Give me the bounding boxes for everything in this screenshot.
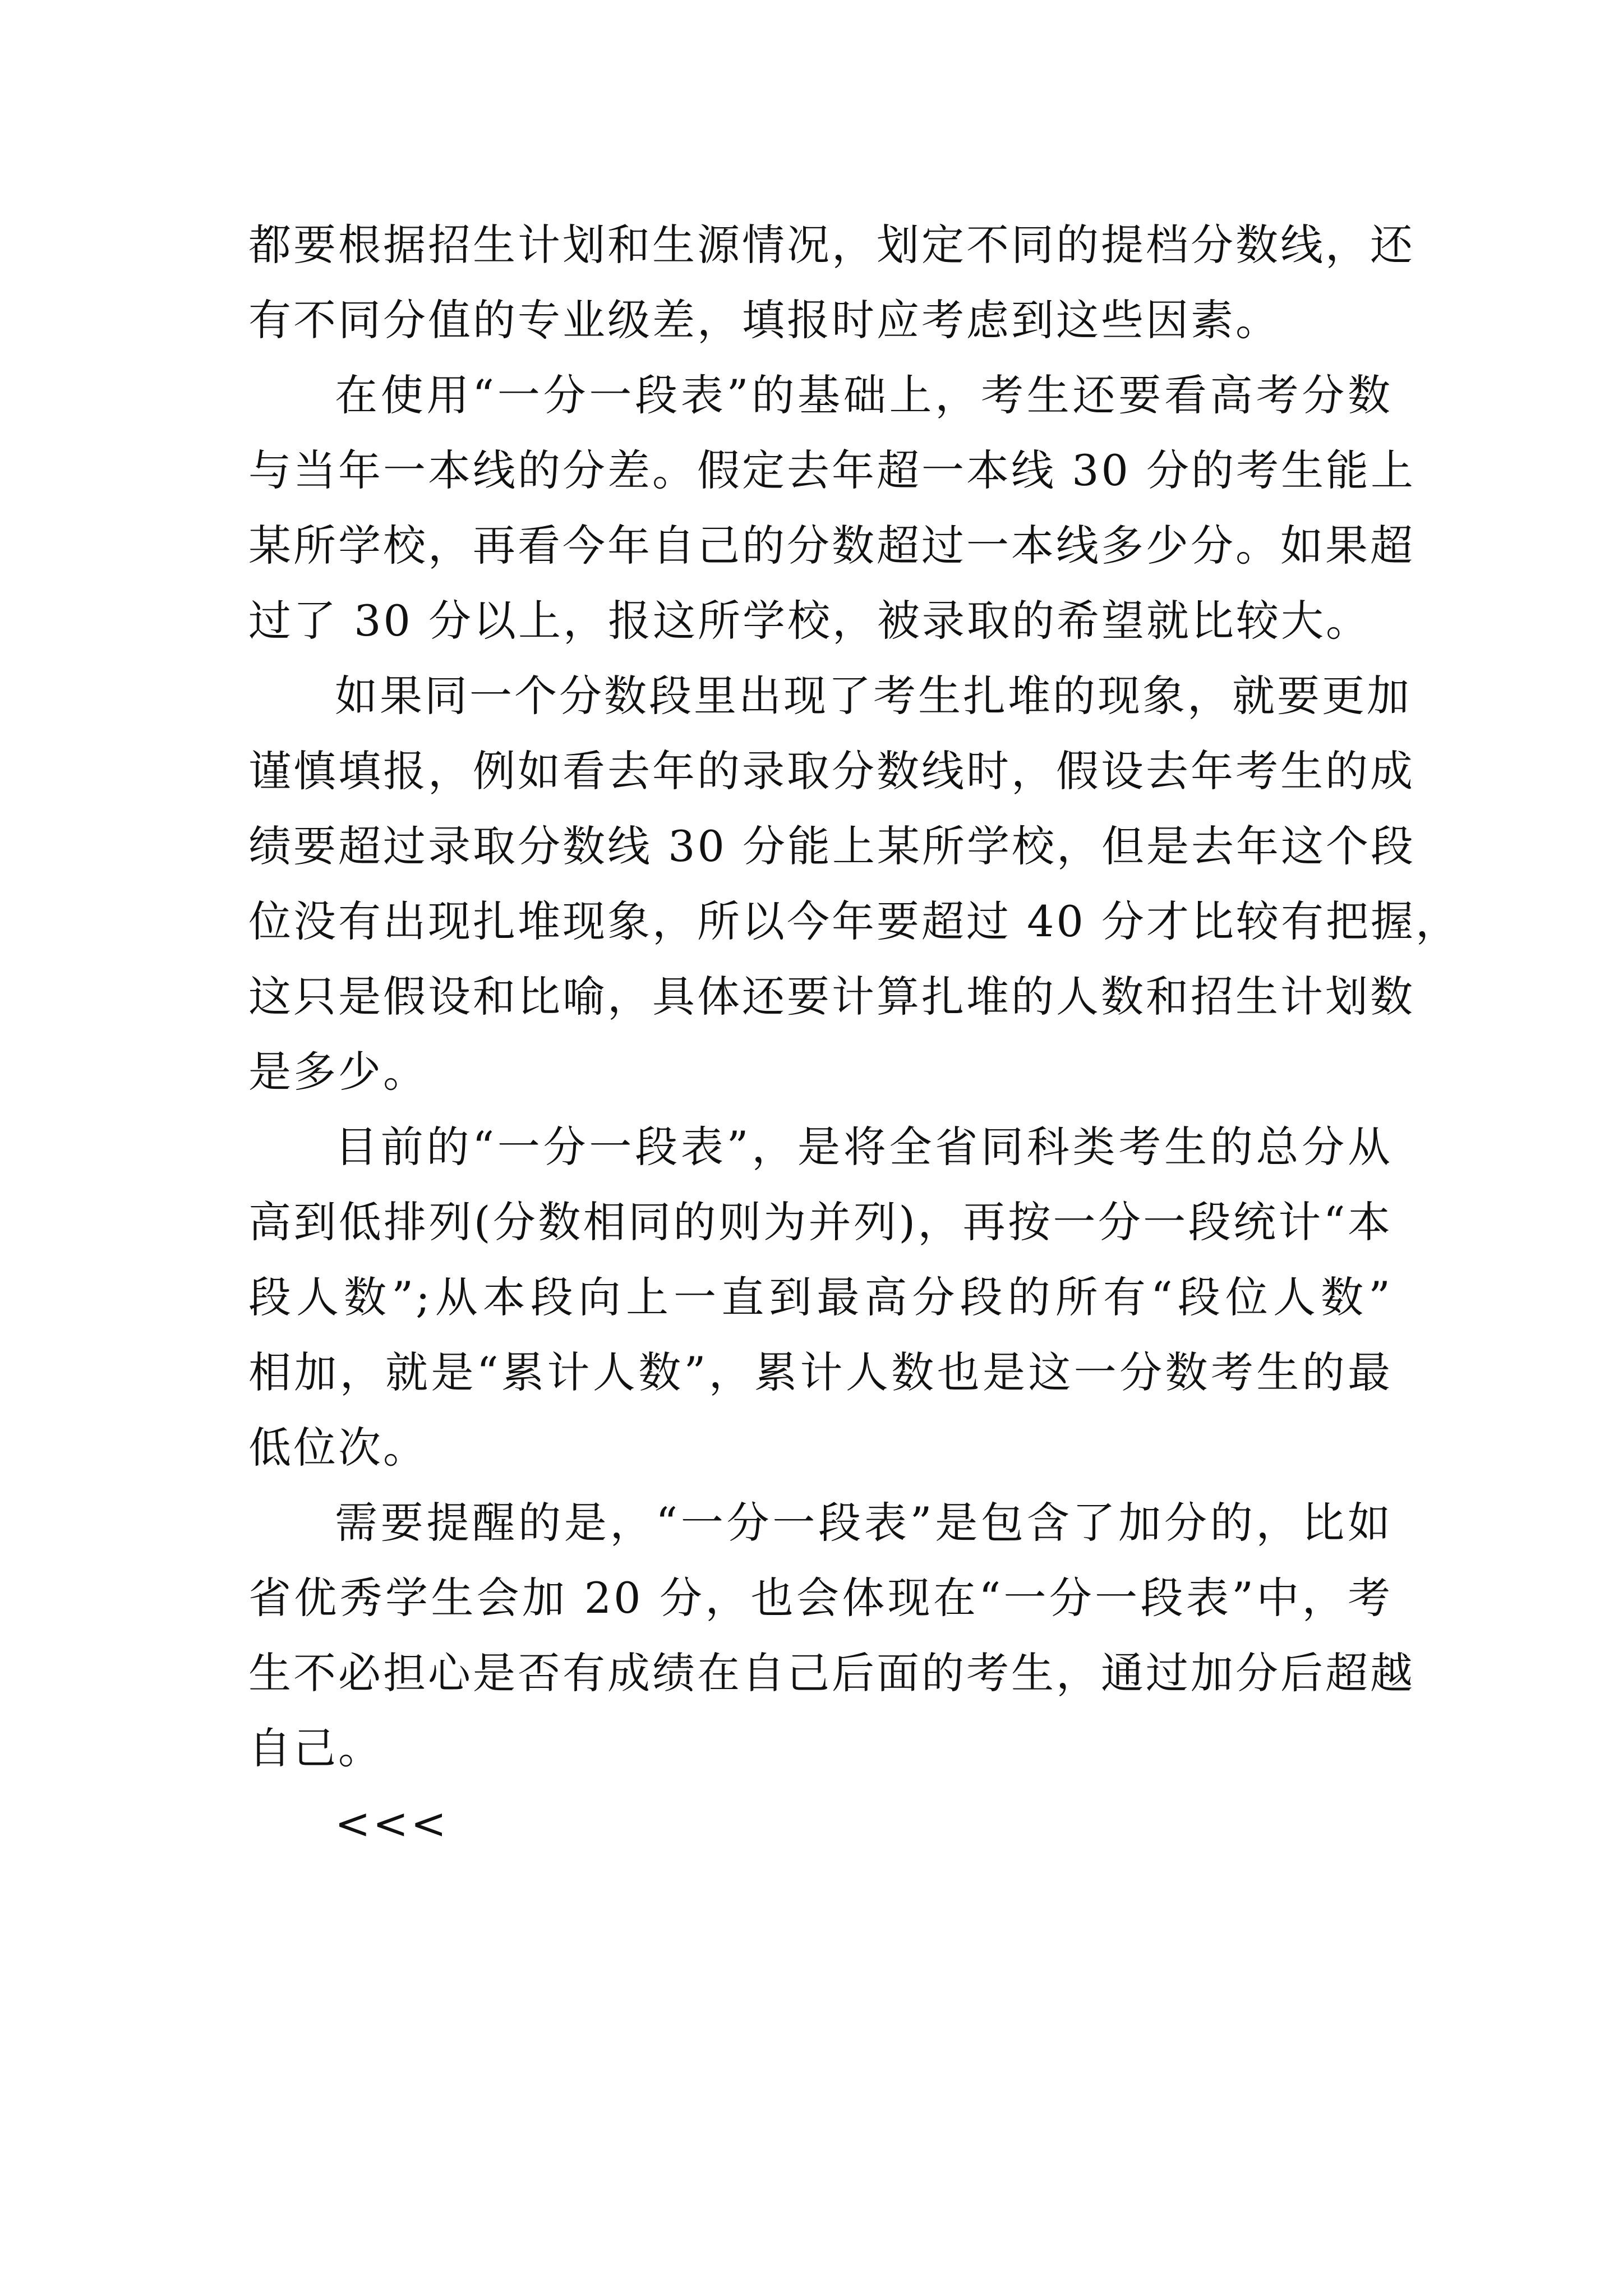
paragraph-4-line-5: 低位次。: [248, 1423, 428, 1473]
paragraph-4-line-4: 相加，就是“累计人数”，累计人数也是这一分数考生的最: [248, 1347, 1393, 1397]
paragraph-3-line-2: 谨慎填报，例如看去年的录取分数线时，假设去年考生的成: [248, 746, 1415, 796]
paragraph-3-line-3: 绩要超过录取分数线 30 分能上某所学校，但是去年这个段: [248, 821, 1416, 871]
paragraph-1-line-1: 都要根据招生计划和生源情况，划定不同的提档分数线，还: [248, 220, 1415, 270]
paragraph-3-line-1: 如果同一个分数段里出现了考生扎堆的现象，就要更加: [335, 671, 1412, 721]
paragraph-3-line-5: 这只是假设和比喻，具体还要计算扎堆的人数和招生计划数: [248, 972, 1415, 1022]
paragraph-2-line-1: 在使用“一分一段表”的基础上，考生还要看高考分数: [335, 370, 1393, 420]
paragraph-4-line-1: 目前的“一分一段表”，是将全省同科类考生的总分从: [335, 1122, 1393, 1172]
paragraph-3-line-4: 位没有出现扎堆现象，所以今年要超过 40 分才比较有把握，: [248, 896, 1461, 946]
paragraph-3-line-6: 是多少。: [248, 1047, 428, 1097]
paragraph-5-line-1: 需要提醒的是，“一分一段表”是包含了加分的，比如: [335, 1498, 1393, 1548]
paragraph-2-line-3: 某所学校，再看今年自己的分数超过一本线多少分。如果超: [248, 521, 1415, 570]
paragraph-5-line-2: 省优秀学生会加 20 分，也会体现在“一分一段表”中，考: [248, 1573, 1393, 1623]
paragraph-5-line-3: 生不必担心是否有成绩在自己后面的考生，通过加分后超越: [248, 1648, 1415, 1698]
paragraph-1-line-2: 有不同分值的专业级差，填报时应考虑到这些因素。: [248, 295, 1280, 345]
paragraph-5-line-4: 自己。: [248, 1723, 383, 1773]
back-link-marker: <<<: [335, 1798, 449, 1848]
paragraph-2-line-4: 过了 30 分以上，报这所学校，被录取的希望就比较大。: [248, 596, 1371, 646]
paragraph-4-line-2: 高到低排列(分数相同的则为并列)，再按一分一段统计“本: [248, 1197, 1393, 1247]
article-body: [248, 208, 1461, 1861]
paragraph-4-line-3: 段人数”;从本段向上一直到最高分段的所有“段位人数”: [248, 1272, 1393, 1322]
paragraph-2-line-2: 与当年一本线的分差。假定去年超一本线 30 分的考生能上: [248, 445, 1416, 495]
